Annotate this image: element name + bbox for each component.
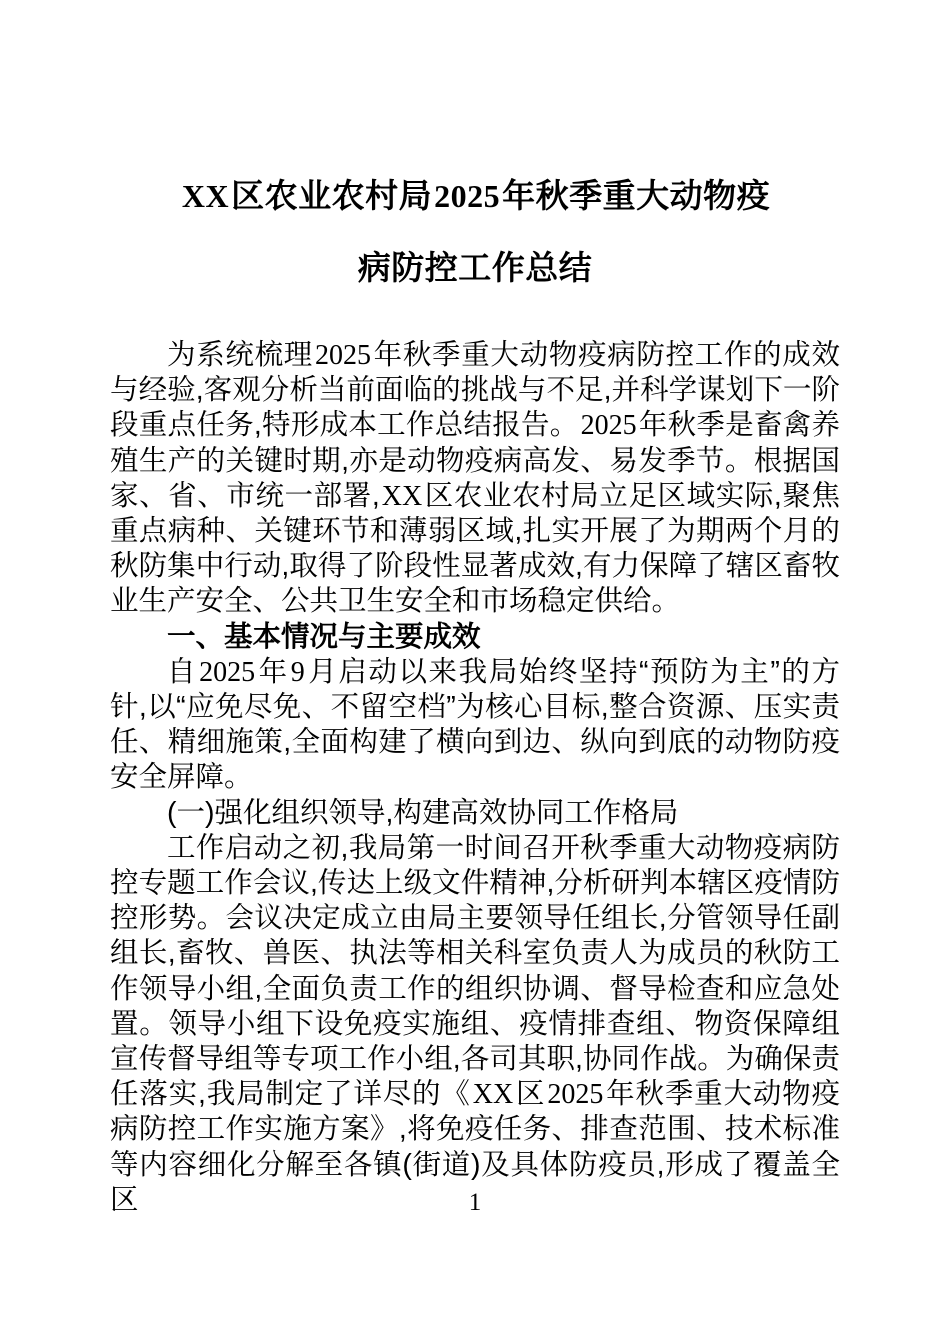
page-title-line-2: 病防控工作总结 bbox=[357, 249, 593, 286]
document-body bbox=[110, 338, 840, 1218]
subsection-heading-1-1: (一)强化组织领导,构建高效协同工作格局 bbox=[167, 796, 679, 829]
paragraph-1-1: 工作启动之初,我局第一时间召开秋季重大动物疫病防控专题工作会议,传达上级文件精神,分析研判本辖区疫情防控形势。会议决定成立由局主要领导任组长,分管领导任副组长,畜牧、兽医、执法等相关科室负责人为成员的秋防工作领导小组,全面负责工作的组织协调、督导检查和应急处置。领导小组下设免疫实施组、疫情排查组、物资保障组宣传督导组等专项工作小组,各司其职,协同作战。为确保责任落实,我局制定了详尽的《XX区2025年秋季重大动物疫病防控工作实施方案》,将免疫任务、排查范围、技术标准等内容细化分解至各镇(街道)及具体防疫员,形成了覆盖全区 bbox=[110, 831, 840, 1216]
page-title bbox=[110, 160, 840, 304]
paragraph-intro: 为系统梳理2025年秋季重大动物疫病防控工作的成效与经验,客观分析当前面临的挑战与不足,并科学谋划下一阶段重点任务,特形成本工作总结报告。2025年秋季是畜禽养殖生产的关键时期,亦是动物疫病高发、易发季节。根据国家、省、市统一部署,XX区农业农村局立足区域实际,聚焦重点病种、关键环节和薄弱区域,扎实开展了为期两个月的秋防集中行动,取得了阶段性显著成效,有力保障了辖区畜牧业生产安全、公共卫生安全和市场稳定供给。 bbox=[110, 339, 840, 618]
page-title-line-1: XX区农业农村局2025年秋季重大动物疫 bbox=[181, 177, 771, 214]
page-number: 1 bbox=[468, 1189, 482, 1216]
section-heading-1: 一、基本情况与主要成效 bbox=[167, 620, 481, 653]
paragraph-1: 自2025年9月启动以来我局始终坚持“预防为主”的方针,以“应免尽免、不留空档”为核心目标,整合资源、压实责任、精细施策,全面构建了横向到边、纵向到底的动物防疫安全屏障。 bbox=[110, 655, 840, 794]
